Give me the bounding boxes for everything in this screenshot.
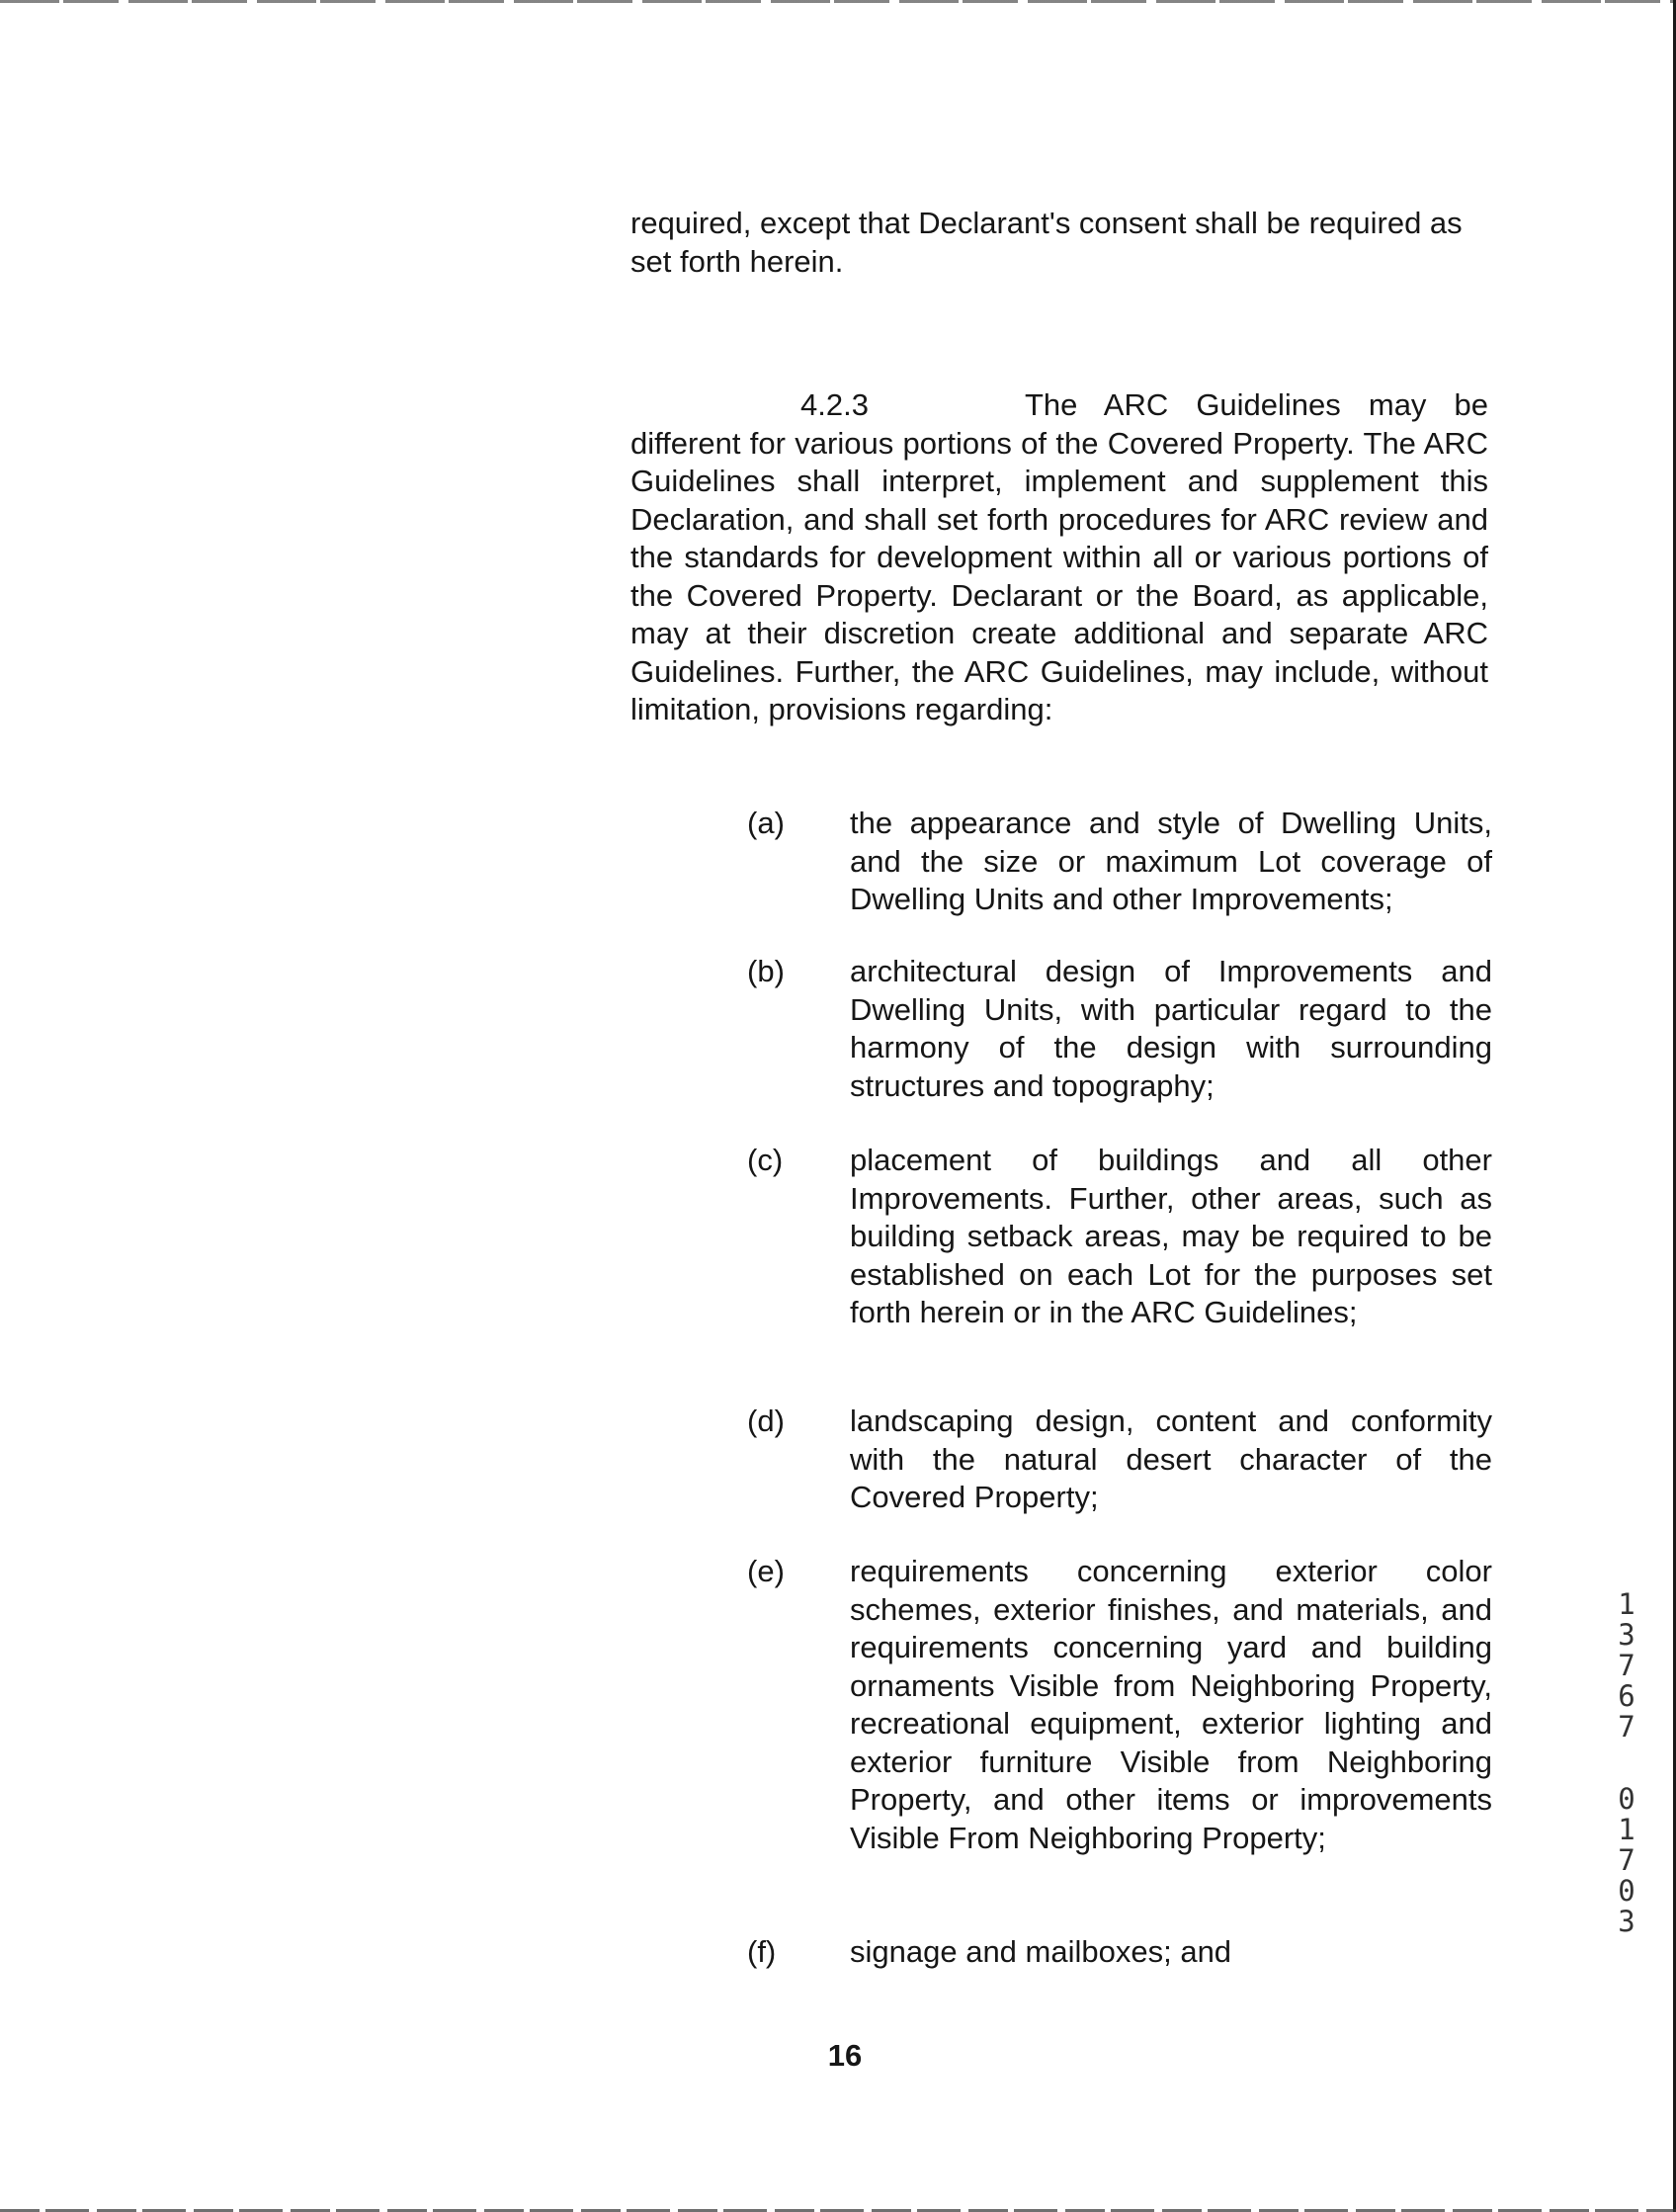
list-item [747,1403,1492,1517]
section-number: 4.2.3 [800,387,869,422]
list-item [747,1553,1492,1857]
list-item-text: architectural design of Improvements and Dwelling Units, with particular regard to the harmony of the design with surrounding structures and topography; [850,954,1492,1103]
list-item-label: (e) [747,1554,785,1588]
list-item-label: (c) [747,1143,784,1177]
section-lead: The ARC Guidelines may be [1025,387,1488,422]
list-item-label: (f) [747,1934,777,1969]
intro-paragraph: required, except that Declarant's consent shall be required as set forth herein. [630,206,1463,279]
list-item-label: (a) [747,806,785,840]
page-number: 16 [827,2038,863,2073]
recording-stamp [1610,1589,1643,1937]
scan-edge-top [0,0,1676,3]
list-item-label: (b) [747,954,785,988]
list-item [747,805,1492,919]
list-item-text: requirements concerning exterior color schemes, exterior finishes, and materials, and requirements concerning yard and building ornaments Visible from Neighboring Property, recreational equipment, exterior lighting and exterior furniture Visible from Neighboring Property, and other items or improvements Visible From Neighboring Property; [850,1554,1492,1855]
list-item [747,953,1492,1105]
list-item [747,1933,1492,1972]
list-item-text: placement of buildings and all other Improvements. Further, other areas, such as building setback areas, may be required to be established on each Lot for the purposes set forth herein or in the ARC Guidelines; [850,1143,1492,1329]
section-body: different for various portions of the Covered Property. The ARC Guidelines shall interpret, implement and supplement this Declaration, and shall set forth procedures for ARC review and the standards for development within all or various portions of the Covered Property. Declarant or the Board, as applicable, may at their discretion create additional and separate ARC Guidelines. Further, the ARC Guidelines, may include, without limitation, provisions regarding: [630,425,1488,726]
list-item-text: signage and mailboxes; and [850,1934,1232,1969]
recording-stamp-book: 13767 [1618,1587,1635,1744]
list-item-label: (d) [747,1404,785,1438]
list-item-text: the appearance and style of Dwelling Units, and the size or maximum Lot coverage of Dwelling Units and other Improvements; [850,806,1492,916]
list-item-text: landscaping design, content and conformity with the natural desert character of the Covered Property; [850,1404,1492,1514]
recording-stamp-page: 01703 [1618,1782,1635,1938]
list-item [747,1142,1492,1332]
section-4-2-3-paragraph [630,386,1488,729]
